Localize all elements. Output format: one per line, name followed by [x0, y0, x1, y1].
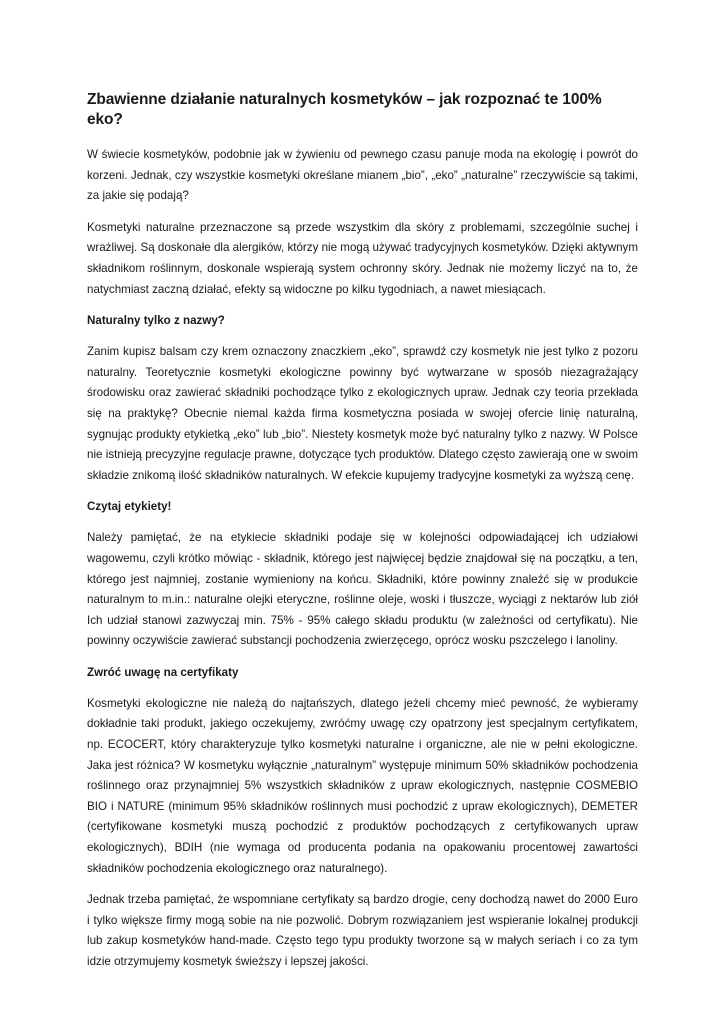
document-page [87, 90, 638, 984]
body-paragraph: Zanim kupisz balsam czy krem oznaczony znaczkiem „eko”, sprawdź czy kosmetyk nie jest tylko z pozoru naturalny. Teoretycznie kosmetyki ekologiczne powinny być wytwarzane w sposób niezagrażający środowisku oraz zawierać składniki pochodzące tylko z ekologicznych upraw. Jednak czy teoria przekłada się na praktykę? Obecnie niemal każda firma kosmetyczna posiada w swojej ofercie linię naturalną, sygnując produkty etykietką „eko” lub „bio”. Niestety kosmetyk może być naturalny tylko z nazwy. W Polsce nie istnieją precyzyjne regulacje prawne, dotyczące tych produktów. Dlatego często zawierają one w swoim składzie znikomą ilość składników naturalnych. W efekcie kupujemy tradycyjne kosmetyki za wyższą cenę. [87, 345, 638, 482]
body-paragraph: Jednak trzeba pamiętać, że wspomniane certyfikaty są bardzo drogie, ceny dochodzą nawet do 2000 Euro i tylko większe firmy mogą sobie na nie pozwolić. Dobrym rozwiązaniem jest wspieranie lokalnej produkcji lub zakup kosmetyków hand-made. Często tego typu produkty tworzone są w małych seriach i co za tym idzie otrzymujemy kosmetyk świeższy i lepszej jakości. [87, 893, 638, 968]
article-title: Zbawienne działanie naturalnych kosmetyków – jak rozpoznać te 100% eko? [87, 91, 602, 128]
intro-paragraph: Kosmetyki naturalne przeznaczone są przede wszystkim dla skóry z problemami, szczególnie suchej i wrażliwej. Są doskonałe dla alergików, którzy nie mogą używać tradycyjnych kosmetyków. Dzięki aktywnym składnikom roślinnym, doskonale wspierają system ochronny skóry. Jednak nie możemy liczyć na to, że natychmiast zaczną działać, efekty są widoczne po kilku tygodniach, a nawet miesiącach. [87, 220, 638, 296]
body-paragraph: Kosmetyki ekologiczne nie należą do najtańszych, dlatego jeżeli chcemy mieć pewność, że wybieramy dokładnie taki produkt, jakiego oczekujemy, zwróćmy uwagę czy opatrzony jest specjalnym certyfikatem, np. ECOCERT, który charakteryzuje tylko kosmetyki naturalne i organiczne, ale nie w pełni ekologiczne. Jaka jest różnica? W kosmetyku wyłącznie „naturalnym” występuje minimum 50% składników pochodzenia roślinnego oraz przynajmniej 5% wszystkich składników z upraw ekologicznych, następnie COSMEBIO BIO i NATURE (minimum 95% składników roślinnych musi pochodzić z upraw ekologicznych), DEMETER (certyfikowane kosmetyki muszą pochodzić z produktów pochodzących z certyfikowanych upraw ekologicznych), BDIH (nie wymaga od producenta podania na opakowaniu procentowej zawartości składników pochodzenia ekologicznego oraz naturalnego). [87, 696, 638, 875]
section-heading: Naturalny tylko z nazwy? [87, 314, 225, 328]
section-heading: Czytaj etykiety! [87, 500, 172, 514]
intro-paragraph: W świecie kosmetyków, podobnie jak w żywieniu od pewnego czasu panuje moda na ekologię i powrót do korzeni. Jednak, czy wszystkie kosmetyki określane mianem „bio”, „eko” „naturalne” rzeczywiście są takimi, za jakie się podają? [87, 148, 638, 203]
section-heading: Zwróć uwagę na certyfikaty [87, 665, 239, 679]
body-paragraph: Należy pamiętać, że na etykiecie składniki podaje się w kolejności odpowiadającej ich udziałowi wagowemu, czyli krótko mówiąc - składnik, którego jest najwięcej będzie znajdował się na początku, a ten, którego jest najmniej, zostanie wymieniony na końcu. Składniki, które powinny znaleźć się w produkcie naturalnym to m.in.: naturalne olejki eteryczne, roślinne oleje, woski i tłuszcze, wyciągi z nektarów lub ziół Ich udział stanowi zazwyczaj min. 75% - 95% całego składu produktu (w zależności od certyfikatu). Nie powinny oczywiście zawierać substancji pochodzenia zwierzęcego, oprócz wosku pszczelego i lanoliny. [87, 531, 638, 648]
